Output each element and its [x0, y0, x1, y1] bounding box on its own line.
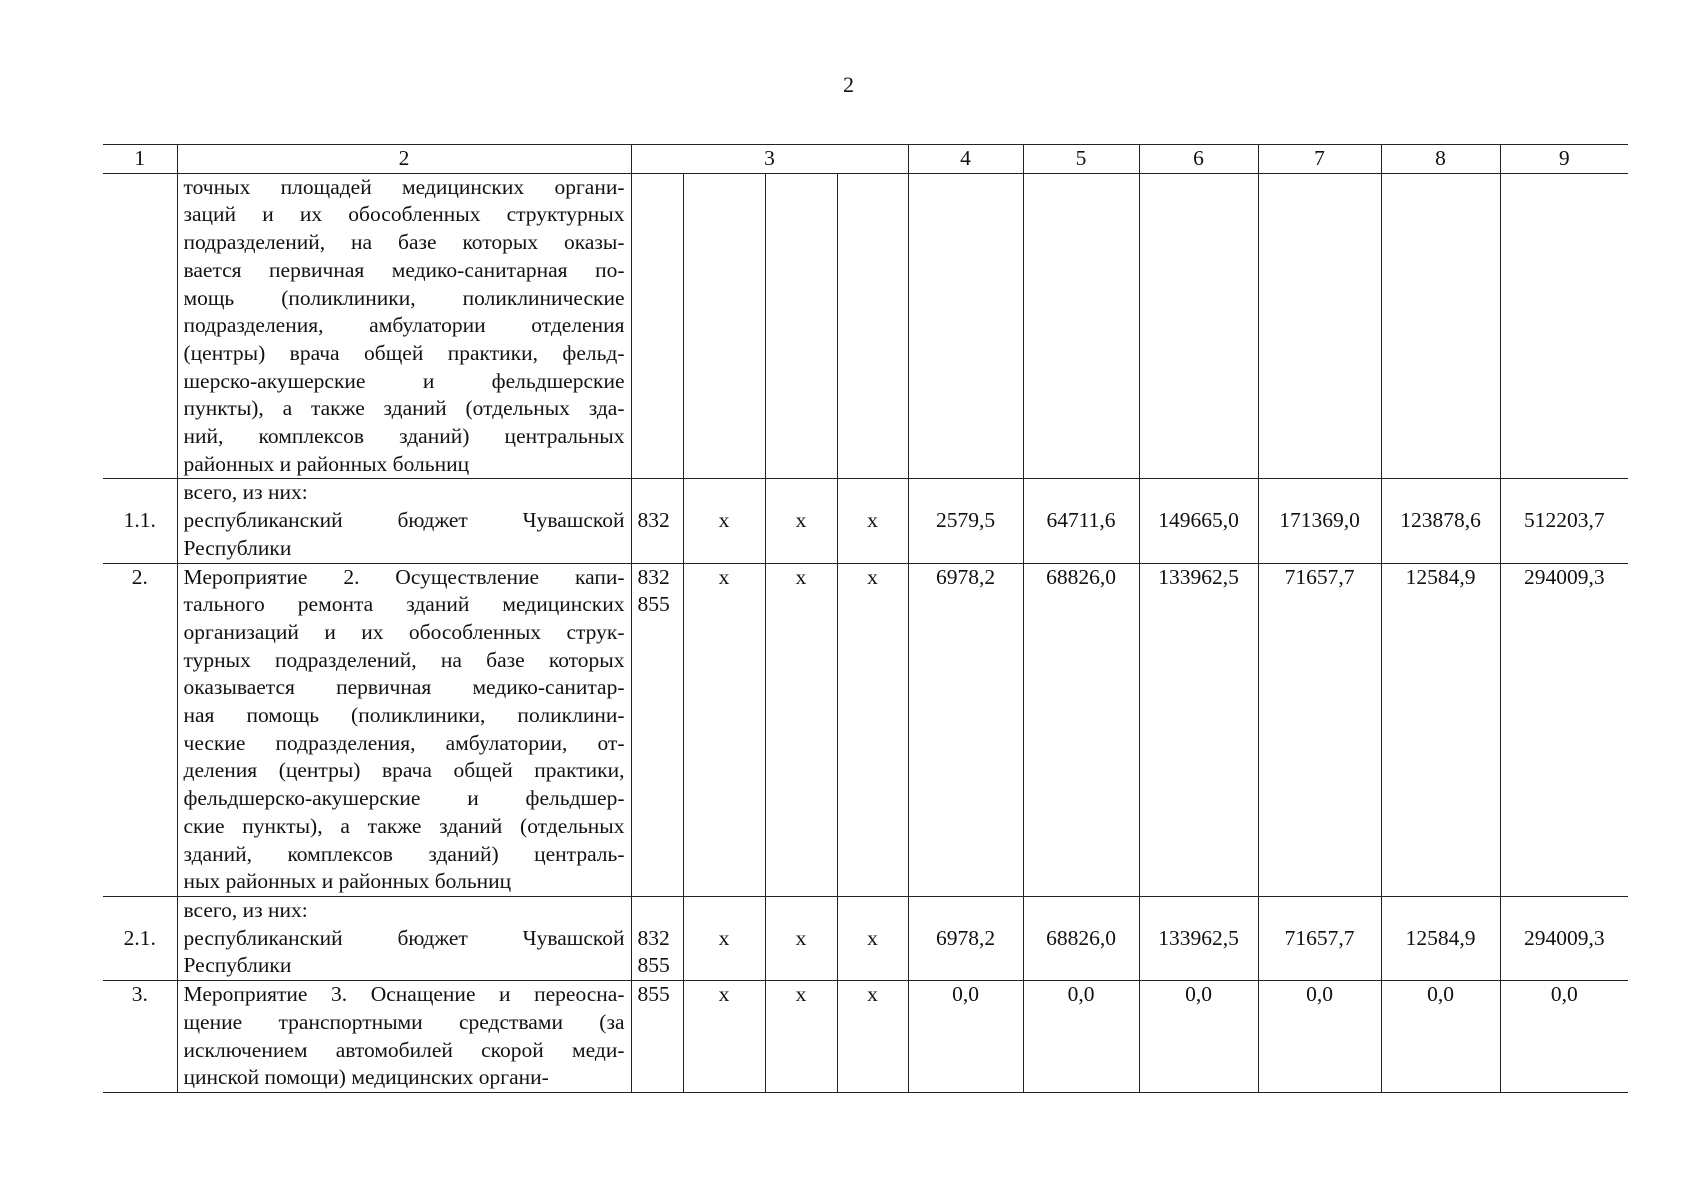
classification-code [683, 896, 765, 924]
funding-value-col-9: 294009,3 [1500, 925, 1628, 981]
funding-value-col-9 [1500, 173, 1628, 479]
header-col-6: 6 [1139, 145, 1258, 174]
funding-value-col-8: 12584,9 [1381, 563, 1500, 896]
row-number: 1.1. [103, 507, 177, 563]
classification-code [683, 173, 765, 479]
budget-code-value: 832 [637, 925, 670, 950]
funding-value-col-8 [1381, 896, 1500, 924]
classification-code: x [837, 563, 908, 896]
funding-value-col-9: 294009,3 [1500, 563, 1628, 896]
row-number [103, 479, 177, 507]
funding-value-col-4 [908, 173, 1023, 479]
budget-code-value: 832 [637, 508, 670, 533]
classification-code: x [837, 981, 908, 1093]
funding-value-col-6: 149665,0 [1139, 507, 1258, 563]
description-line: пункты), а также зданий (отдельных зда- [183, 396, 625, 421]
budget-code [631, 507, 683, 563]
funding-value-col-9: 512203,7 [1500, 507, 1628, 563]
description-line: районных и районных больниц [183, 451, 470, 476]
header-col-5: 5 [1023, 145, 1139, 174]
page-number: 2 [843, 72, 854, 97]
description-line: (центры) врача общей практики, фельд- [183, 340, 625, 365]
funding-value-col-5: 68826,0 [1023, 563, 1139, 896]
funding-value-col-7: 0,0 [1258, 981, 1381, 1093]
description-line: щение транспортными средствами (за [183, 1009, 625, 1034]
table-row [103, 981, 1628, 1093]
header-col-3: 3 [631, 145, 908, 174]
row-number: 3. [103, 981, 177, 1093]
classification-code [765, 896, 837, 924]
classification-code [765, 479, 837, 507]
description-line: мощь (поликлиники, поликлинические [183, 285, 625, 310]
funding-value-col-7 [1258, 173, 1381, 479]
funding-value-col-6 [1139, 479, 1258, 507]
table-body [103, 145, 1628, 1093]
description-line: подразделений, на базе которых оказы- [183, 230, 625, 255]
row-description [177, 981, 631, 1093]
funding-value-col-9 [1500, 896, 1628, 924]
header-col-7: 7 [1258, 145, 1381, 174]
funding-value-col-7: 71657,7 [1258, 925, 1381, 981]
classification-code: x [683, 925, 765, 981]
funding-value-col-6 [1139, 896, 1258, 924]
row-number: 2.1. [103, 925, 177, 981]
budget-code [631, 896, 683, 924]
description-line: фельдшерско-акушерские и фельдшер- [183, 786, 625, 811]
description-line: подразделения, амбулатории отделения [183, 313, 625, 338]
budget-code [631, 925, 683, 981]
funding-value-col-4 [908, 479, 1023, 507]
funding-value-col-9 [1500, 479, 1628, 507]
row-number [103, 173, 177, 479]
description-line: Республики [183, 535, 292, 560]
description-line: республиканский бюджет Чувашской [183, 508, 625, 533]
classification-code: x [837, 507, 908, 563]
description-line: организаций и их обособленных струк- [183, 619, 625, 644]
funding-value-col-8: 0,0 [1381, 981, 1500, 1093]
funding-value-col-9: 0,0 [1500, 981, 1628, 1093]
budget-code-value: 832 [637, 564, 670, 589]
budget-code [631, 479, 683, 507]
budget-code-value: 855 [637, 592, 670, 617]
budget-code [631, 981, 683, 1093]
budget-code-value: 855 [637, 953, 670, 978]
funding-value-col-5 [1023, 479, 1139, 507]
funding-value-col-8 [1381, 173, 1500, 479]
funding-value-col-4 [908, 896, 1023, 924]
description-line: всего, из них: [183, 480, 308, 505]
funding-value-col-4: 6978,2 [908, 925, 1023, 981]
header-col-2: 2 [177, 145, 631, 174]
funding-value-col-6: 133962,5 [1139, 925, 1258, 981]
header-col-4: 4 [908, 145, 1023, 174]
description-line: оказывается первичная медико-санитар- [183, 675, 625, 700]
description-line: ческие подразделения, амбулатории, от- [183, 730, 625, 755]
classification-code: x [683, 507, 765, 563]
table-row [103, 925, 1628, 981]
description-line: шерско-акушерские и фельдшерские [183, 368, 625, 393]
funding-value-col-5: 0,0 [1023, 981, 1139, 1093]
classification-code: x [765, 981, 837, 1093]
header-col-8: 8 [1381, 145, 1500, 174]
funding-value-col-6 [1139, 173, 1258, 479]
table-row [103, 479, 1628, 507]
table-row [103, 173, 1628, 479]
description-line: точных площадей медицинских органи- [183, 174, 625, 199]
classification-code: x [837, 925, 908, 981]
row-description [177, 479, 631, 507]
header-col-1: 1 [103, 145, 177, 174]
description-line: всего, из них: [183, 897, 308, 922]
budget-code-value: 855 [637, 982, 670, 1007]
description-line: исключением автомобилей скорой меди- [183, 1037, 625, 1062]
column-number-header [103, 145, 1628, 174]
funding-value-col-8 [1381, 479, 1500, 507]
funding-value-col-8: 12584,9 [1381, 925, 1500, 981]
classification-code [683, 479, 765, 507]
classification-code: x [765, 507, 837, 563]
description-line: ных районных и районных больниц [183, 869, 512, 894]
description-line: Мероприятие 3. Оснащение и переосна- [183, 982, 625, 1007]
description-line: деления (центры) врача общей практики, [183, 758, 625, 783]
classification-code: x [765, 925, 837, 981]
description-line: Мероприятие 2. Осуществление капи- [183, 564, 625, 589]
budget-code [631, 173, 683, 479]
classification-code [765, 173, 837, 479]
row-description [177, 507, 631, 563]
funding-value-col-6: 0,0 [1139, 981, 1258, 1093]
header-col-9: 9 [1500, 145, 1628, 174]
classification-code [837, 173, 908, 479]
description-line: цинской помощи) медицинских органи- [183, 1065, 549, 1090]
classification-code: x [683, 563, 765, 896]
funding-value-col-5 [1023, 173, 1139, 479]
table-row [103, 507, 1628, 563]
funding-value-col-7 [1258, 479, 1381, 507]
classification-code [837, 479, 908, 507]
row-description [177, 173, 631, 479]
row-description [177, 925, 631, 981]
funding-value-col-6: 133962,5 [1139, 563, 1258, 896]
funding-value-col-4: 2579,5 [908, 507, 1023, 563]
description-line: ские пункты), а также зданий (отдельных [183, 813, 625, 838]
classification-code: x [683, 981, 765, 1093]
description-line: тального ремонта зданий медицинских [183, 592, 625, 617]
description-line: Республики [183, 953, 292, 978]
row-number: 2. [103, 563, 177, 896]
classification-code [837, 896, 908, 924]
funding-value-col-5: 68826,0 [1023, 925, 1139, 981]
funding-value-col-5: 64711,6 [1023, 507, 1139, 563]
funding-value-col-4: 6978,2 [908, 563, 1023, 896]
description-line: заций и их обособленных структурных [183, 202, 625, 227]
funding-value-col-7 [1258, 896, 1381, 924]
row-description [177, 563, 631, 896]
table-row [103, 896, 1628, 924]
budget-table [103, 144, 1628, 1093]
description-line: республиканский бюджет Чувашской [183, 925, 625, 950]
table-row [103, 563, 1628, 896]
funding-value-col-7: 171369,0 [1258, 507, 1381, 563]
description-line: вается первичная медико-санитарная по- [183, 257, 625, 282]
description-line: ний, комплексов зданий) центральных [183, 424, 625, 449]
funding-value-col-5 [1023, 896, 1139, 924]
classification-code: x [765, 563, 837, 896]
row-number [103, 896, 177, 924]
row-description [177, 896, 631, 924]
description-line: зданий, комплексов зданий) централь- [183, 841, 625, 866]
funding-value-col-8: 123878,6 [1381, 507, 1500, 563]
funding-value-col-4: 0,0 [908, 981, 1023, 1093]
description-line: турных подразделений, на базе которых [183, 647, 625, 672]
budget-code [631, 563, 683, 896]
funding-value-col-7: 71657,7 [1258, 563, 1381, 896]
description-line: ная помощь (поликлиники, поликлини- [183, 703, 625, 728]
